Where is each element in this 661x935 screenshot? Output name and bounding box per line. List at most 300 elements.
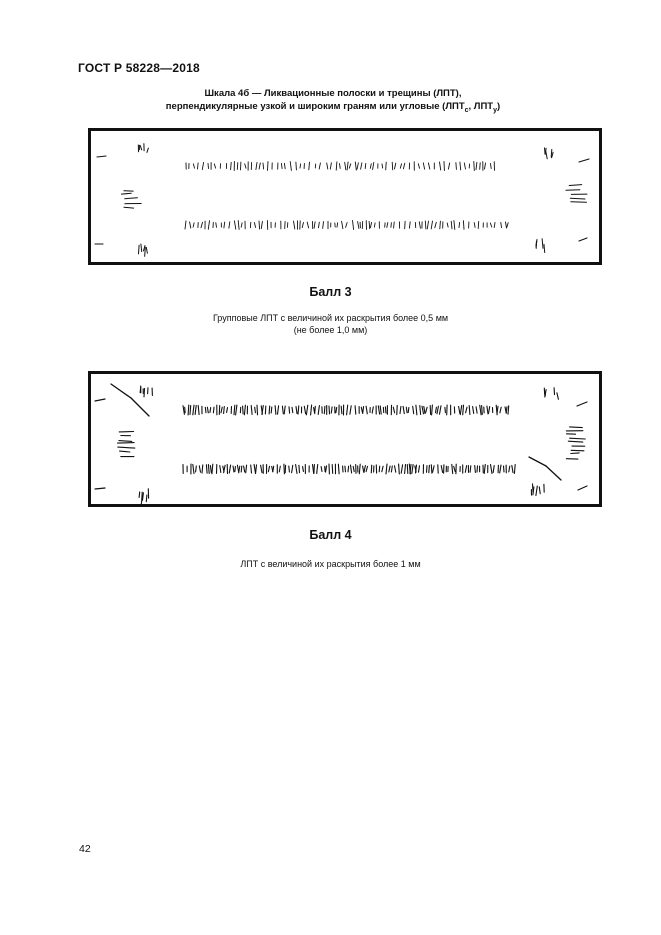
crack-mark (500, 465, 501, 473)
crack-mark (432, 405, 433, 415)
crack-mark (202, 162, 203, 169)
crack-mark (506, 407, 507, 413)
crack-mark (382, 164, 383, 168)
crack-mark (269, 406, 270, 414)
crack-mark (440, 221, 441, 229)
crack-mark (364, 466, 366, 473)
crack-mark (474, 162, 475, 171)
crack-mark (436, 407, 437, 412)
page-number: 42 (79, 843, 91, 855)
crack-mark (382, 466, 383, 471)
crack-mark (469, 406, 470, 415)
crack-mark (389, 466, 390, 472)
crack-mark (504, 466, 505, 472)
crack-mark (216, 223, 217, 228)
crack-mark (350, 406, 351, 414)
edge-crack (570, 438, 586, 439)
crack-mark (485, 163, 486, 169)
crack-mark (346, 223, 348, 228)
crack-mark (199, 466, 200, 472)
crack-mark (374, 223, 375, 227)
crack-mark (237, 163, 238, 170)
crack-mark (373, 162, 374, 169)
corner-crack (141, 244, 142, 252)
crack-mark (193, 223, 194, 227)
long-crack (529, 457, 546, 466)
crack-mark (400, 406, 401, 413)
crack-pattern-ball-3 (91, 131, 599, 262)
crack-mark (298, 406, 299, 414)
crack-mark (208, 163, 209, 168)
crack-mark (512, 465, 513, 472)
crack-mark (324, 406, 325, 413)
crack-mark (370, 222, 371, 227)
crack-mark (431, 465, 432, 473)
crack-mark (268, 162, 269, 171)
crack-mark (491, 163, 492, 168)
crack-mark (379, 466, 380, 472)
crack-mark (205, 407, 206, 412)
crack-mark (366, 406, 367, 414)
crack-mark (478, 222, 479, 229)
edge-crack (578, 486, 587, 490)
crack-mark (477, 466, 478, 472)
crack-mark (459, 406, 460, 413)
crack-mark (233, 466, 234, 472)
edge-crack (95, 488, 105, 489)
crack-mark (363, 466, 364, 472)
crack-mark (475, 466, 476, 473)
ball-3-description-line2: (не более 1,0 мм) (293, 325, 368, 335)
crack-mark (451, 221, 452, 229)
crack-mark (207, 407, 208, 413)
crack-mark (263, 163, 264, 169)
crack-mark (349, 164, 351, 168)
crack-mark (327, 163, 328, 169)
crack-mark (206, 465, 207, 473)
edge-crack (120, 451, 130, 452)
edge-crack (568, 441, 583, 442)
crack-mark (348, 466, 349, 472)
crack-mark (476, 162, 477, 169)
crack-mark (337, 223, 338, 227)
long-crack (546, 466, 561, 480)
edge-crack (124, 207, 134, 208)
crack-mark (484, 465, 485, 474)
crack-mark (385, 407, 386, 413)
crack-mark (224, 222, 225, 228)
crack-mark (195, 406, 196, 415)
crack-mark (292, 407, 293, 412)
crack-mark (315, 406, 316, 413)
crack-mark (238, 221, 239, 230)
crack-mark (500, 407, 501, 413)
corner-crack (139, 245, 140, 254)
crack-mark (395, 466, 396, 472)
crack-mark (355, 406, 356, 414)
crack-mark (185, 221, 186, 229)
edge-crack (97, 156, 106, 157)
crack-mark (466, 407, 467, 413)
edge-crack (121, 193, 131, 194)
crack-mark (198, 163, 199, 169)
crack-mark (408, 408, 409, 413)
crack-mark (220, 466, 221, 473)
crack-mark (208, 465, 209, 474)
crack-mark (463, 221, 464, 230)
crack-mark (340, 164, 341, 169)
crack-mark (506, 222, 507, 228)
crack-mark (380, 406, 381, 414)
crack-mark (345, 466, 346, 472)
crack-mark (431, 221, 432, 229)
crack-mark (386, 162, 387, 170)
crack-mark (341, 406, 342, 413)
crack-mark (460, 162, 461, 170)
crack-mark (470, 466, 471, 472)
edge-crack (118, 443, 135, 444)
crack-mark (392, 162, 393, 170)
corner-crack (139, 492, 140, 498)
crack-mark (321, 467, 322, 472)
crack-mark (246, 465, 247, 473)
crack-mark (440, 162, 441, 170)
crack-mark (413, 406, 414, 413)
crack-mark (508, 406, 509, 414)
crack-mark (476, 407, 477, 413)
crack-mark (456, 163, 457, 170)
crack-mark (347, 162, 348, 170)
crack-mark (239, 466, 240, 472)
crack-mark (241, 466, 242, 472)
crack-mark (351, 465, 352, 473)
crack-mark (227, 408, 228, 413)
crack-mark (454, 221, 455, 230)
crack-mark (294, 221, 295, 229)
crack-mark (307, 222, 308, 228)
crack-mark (363, 407, 364, 414)
crack-mark (190, 406, 191, 415)
crack-mark (330, 163, 331, 169)
crack-mark (245, 164, 246, 168)
edge-crack (569, 185, 582, 186)
crack-mark (355, 162, 356, 170)
ball-4-label: Балл 4 (309, 528, 352, 542)
corner-crack (146, 247, 147, 253)
crack-mark (423, 163, 424, 169)
crack-mark (433, 466, 435, 472)
crack-mark (365, 163, 366, 168)
crack-mark (262, 406, 263, 415)
crack-mark (387, 223, 388, 228)
scale-title-line1: Шкала 4б — Ликвационные полоски и трещины (ЛПТ), (204, 88, 462, 99)
crack-mark (201, 222, 203, 228)
crack-mark (416, 405, 417, 415)
ball-3-description (0, 312, 661, 336)
crack-mark (448, 163, 449, 169)
crack-mark (254, 223, 255, 228)
crack-mark (403, 163, 404, 169)
crack-mark (309, 162, 310, 170)
crack-mark (235, 467, 236, 472)
edge-crack (119, 441, 132, 442)
crack-mark (314, 465, 315, 474)
corner-crack (146, 495, 147, 502)
crack-mark (372, 407, 373, 413)
crack-mark (319, 222, 320, 228)
crack-mark (480, 163, 481, 170)
crack-mark (454, 466, 456, 471)
crack-mark (311, 405, 312, 415)
crack-mark (395, 163, 396, 169)
crack-mark (284, 406, 285, 414)
crack-mark (378, 406, 379, 414)
crack-mark (229, 465, 230, 473)
crack-mark (289, 407, 290, 413)
edge-crack (570, 198, 585, 199)
corner-crack (536, 486, 537, 496)
corner-crack (536, 240, 537, 246)
crack-mark (494, 222, 495, 227)
crack-mark (459, 222, 460, 227)
crack-mark (296, 162, 297, 170)
crack-mark (336, 162, 337, 170)
edge-crack (571, 450, 584, 451)
crack-mark (257, 405, 258, 415)
crack-mark (193, 164, 194, 168)
crack-mark (400, 164, 401, 168)
crack-mark (300, 164, 301, 168)
corner-crack (544, 244, 545, 252)
crack-mark (317, 465, 318, 474)
crack-mark (427, 466, 428, 473)
crack-mark (306, 405, 307, 415)
crack-mark (501, 222, 502, 227)
corner-crack (147, 148, 149, 152)
crack-mark (281, 163, 282, 168)
crack-mark (210, 466, 211, 473)
crack-mark (255, 407, 256, 412)
crack-mark (304, 406, 305, 413)
crack-mark (490, 223, 492, 227)
corner-crack (539, 487, 540, 494)
crack-mark (406, 407, 407, 413)
crack-mark (261, 222, 262, 229)
crack-mark (474, 223, 475, 228)
crack-mark (489, 407, 490, 414)
macrostructure-figure-ball-3 (88, 128, 602, 265)
crack-mark (214, 164, 215, 168)
crack-mark (329, 406, 330, 414)
crack-mark (202, 465, 203, 473)
crack-mark (447, 223, 448, 227)
crack-mark (460, 405, 461, 414)
crack-mark (452, 464, 453, 473)
crack-mark (425, 221, 426, 229)
crack-mark (424, 406, 425, 413)
crack-mark (256, 465, 257, 473)
crack-mark (259, 221, 260, 229)
crack-mark (296, 407, 297, 414)
crack-mark (487, 406, 488, 414)
crack-mark (480, 405, 481, 415)
crack-mark (420, 406, 421, 415)
crack-mark (275, 406, 276, 415)
edge-crack (118, 447, 135, 448)
crack-mark (326, 466, 327, 472)
scale-title-line2: перпендикулярные узкой и широким граням или угловые ($ЛПТ_с$, $ЛПТ_у$) (165, 101, 501, 114)
corner-crack (557, 393, 559, 399)
crack-mark (251, 465, 252, 473)
corner-crack (140, 146, 142, 150)
crack-mark (361, 163, 362, 169)
crack-mark (244, 405, 245, 415)
crack-mark (399, 464, 400, 474)
crack-mark (418, 164, 419, 169)
ball-4-description (0, 558, 661, 570)
edge-crack (95, 399, 105, 401)
crack-mark (386, 464, 387, 474)
ball-4-description-line1: ЛПТ с величиной их раскрытия более 1 мм (240, 559, 421, 569)
crack-mark (256, 162, 257, 169)
crack-mark (284, 464, 285, 474)
crack-mark (210, 408, 211, 413)
crack-mark (193, 464, 194, 473)
crack-mark (279, 466, 280, 472)
crack-mark (296, 465, 297, 474)
crack-mark (493, 466, 494, 473)
crack-mark (410, 464, 411, 473)
crack-mark (429, 465, 430, 472)
crack-mark (336, 407, 337, 412)
crack-mark (292, 465, 293, 472)
crack-mark (403, 406, 404, 413)
crack-mark (259, 163, 260, 169)
crack-mark (193, 405, 194, 415)
crack-mark (221, 407, 222, 413)
crack-mark (229, 222, 230, 228)
crack-mark (353, 466, 354, 471)
crack-mark (370, 164, 371, 169)
long-crack (111, 384, 131, 398)
crack-mark (366, 466, 367, 471)
crack-mark (241, 223, 242, 227)
crack-mark (497, 406, 498, 413)
corner-crack (551, 149, 552, 157)
edge-crack (579, 238, 587, 241)
crack-mark (183, 406, 184, 415)
crack-mark (208, 221, 209, 230)
crack-mark (303, 467, 304, 472)
crack-mark (405, 465, 406, 474)
crack-mark (426, 407, 428, 412)
crack-mark (251, 406, 252, 415)
crack-mark (507, 223, 508, 228)
crack-mark (299, 465, 300, 472)
crack-mark (188, 405, 189, 415)
crack-mark (482, 406, 483, 415)
crack-mark (464, 163, 465, 169)
crack-mark (231, 162, 232, 169)
crack-mark (353, 221, 354, 230)
edge-crack (125, 198, 138, 199)
crack-mark (391, 223, 392, 228)
crack-mark (465, 466, 466, 473)
crack-mark (407, 465, 408, 474)
crack-mark (236, 405, 237, 415)
crack-mark (441, 466, 442, 473)
crack-mark (224, 407, 225, 414)
crack-mark (268, 466, 269, 471)
corner-crack (545, 148, 546, 155)
crack-mark (314, 222, 315, 228)
crack-mark (369, 221, 370, 228)
crack-mark (273, 466, 274, 472)
crack-mark (491, 465, 493, 474)
crack-mark (302, 222, 303, 227)
crack-mark (428, 163, 429, 169)
crack-mark (412, 465, 413, 474)
crack-mark (445, 407, 446, 412)
crack-mark (234, 405, 235, 414)
crack-mark (422, 406, 424, 414)
crack-mark (509, 466, 510, 472)
crack-mark (437, 406, 438, 414)
long-crack (131, 398, 149, 416)
crack-mark (361, 407, 362, 413)
crack-mark (345, 162, 346, 169)
crack-mark (284, 163, 285, 168)
crack-mark (419, 466, 420, 472)
crack-mark (440, 406, 442, 414)
edge-crack (579, 159, 589, 162)
crack-mark (289, 466, 290, 472)
crack-mark (409, 222, 410, 228)
crack-mark (338, 464, 339, 474)
crack-mark (331, 407, 332, 413)
ball-3-label: Балл 3 (309, 285, 352, 299)
crack-mark (391, 466, 392, 472)
crack-mark (332, 465, 333, 474)
edge-crack (571, 453, 579, 454)
corner-crack (546, 151, 547, 158)
crack-mark (213, 407, 214, 413)
corner-crack (144, 389, 145, 397)
scale-title (80, 87, 586, 117)
crack-mark (224, 465, 226, 472)
crack-mark (419, 222, 420, 228)
edge-crack (577, 402, 587, 406)
edge-crack (570, 427, 583, 428)
crack-pattern-ball-4 (91, 374, 599, 504)
crack-mark (514, 465, 515, 474)
ball-3-description-line1: Групповые ЛПТ с величиной их раскрытия более 0,5 мм (212, 313, 449, 323)
crack-mark (323, 222, 324, 229)
corner-crack (542, 239, 543, 249)
crack-mark (261, 465, 262, 472)
crack-mark (244, 466, 245, 472)
crack-mark (282, 406, 283, 414)
crack-mark (463, 405, 464, 415)
crack-mark (347, 405, 348, 415)
crack-mark (401, 465, 402, 473)
crack-mark (394, 222, 395, 228)
crack-mark (318, 406, 319, 415)
crack-mark (359, 464, 360, 474)
crack-mark (473, 407, 474, 414)
crack-mark (198, 405, 199, 414)
crack-mark (357, 163, 358, 169)
